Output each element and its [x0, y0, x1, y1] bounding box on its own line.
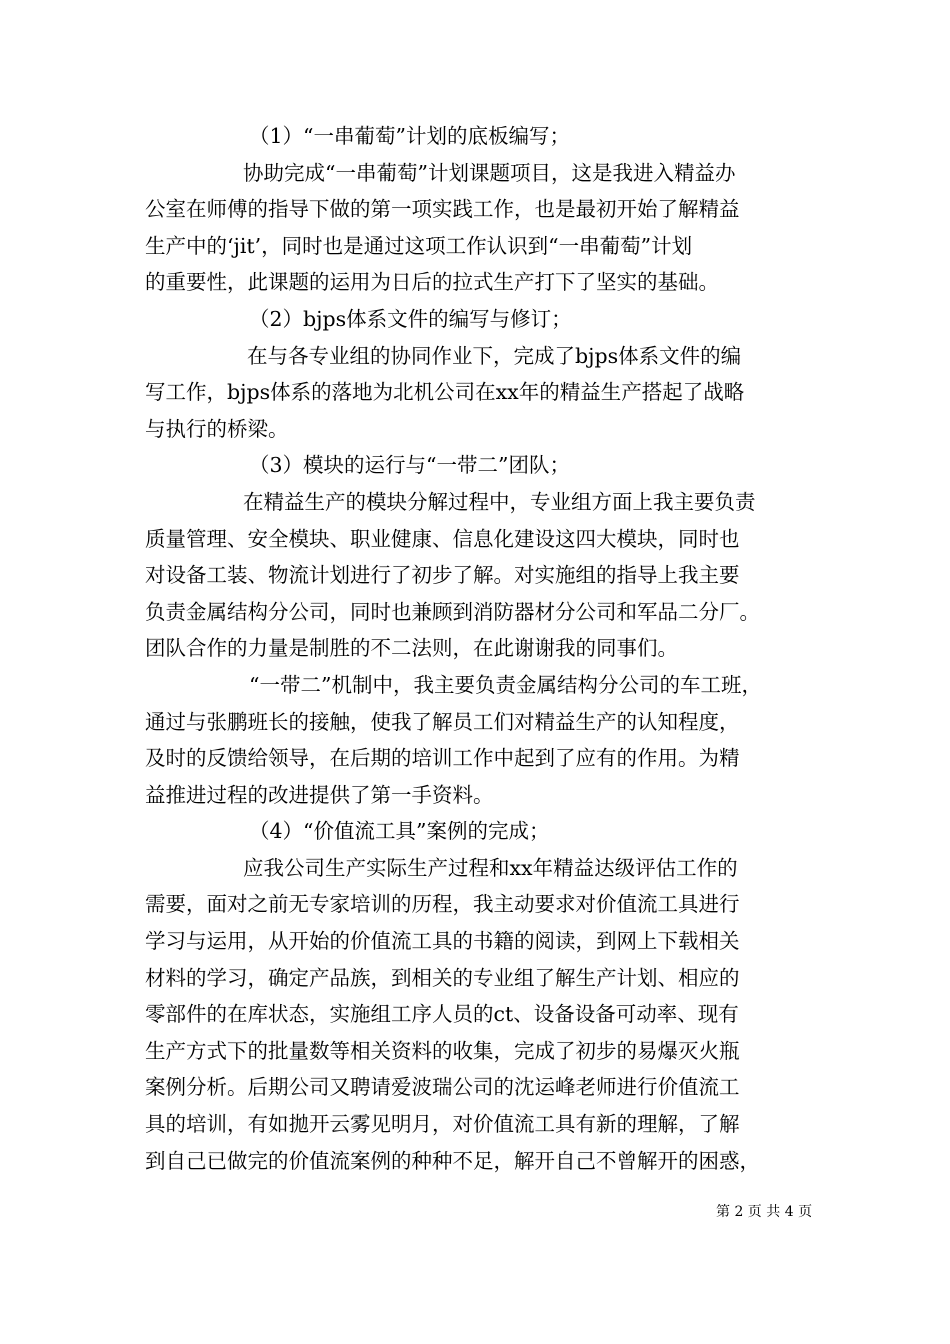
- paragraph-line: 案例分析。后期公司又聘请爱波瑞公司的沈运峰老师进行价值流工: [145, 1075, 740, 1100]
- paragraph-line: 写工作，bjps体系的落地为北机公司在xx年的精益生产搭起了战略: [145, 380, 745, 405]
- paragraph-line: 在与各专业组的协同作业下，完成了bjps体系文件的编: [247, 343, 742, 368]
- paragraph-line: 与执行的桥梁。: [145, 416, 289, 441]
- paragraph-line: 及时的反馈给领导，在后期的培训工作中起到了应有的作用。为精: [145, 746, 740, 771]
- paragraph-line: 在精益生产的模块分解过程中，专业组方面上我主要负责: [243, 489, 756, 514]
- heading-4: （4）“价值流工具”案例的完成；: [249, 819, 550, 844]
- paragraph-line: 负责金属结构分公司，同时也兼顾到消防器材分公司和军品二分厂。: [145, 599, 760, 624]
- heading-2: （2）bjps体系文件的编写与修订；: [249, 306, 572, 331]
- paragraph-line: 生产中的‘jit’，同时也是通过这项工作认识到“一串葡萄”计划: [145, 233, 693, 258]
- paragraph-line: 应我公司生产实际生产过程和xx年精益达级评估工作的: [243, 855, 738, 880]
- paragraph-line: 对设备工装、物流计划进行了初步了解。对实施组的指导上我主要: [145, 563, 740, 588]
- paragraph-line: 的重要性，此课题的运用为日后的拉式生产打下了坚实的基础。: [145, 270, 719, 295]
- heading-3: （3）模块的运行与“一带二”团队；: [249, 453, 571, 478]
- paragraph-line: 需要，面对之前无专家培训的历程，我主动要求对价值流工具进行: [145, 892, 740, 917]
- paragraph-line: 材料的学习，确定产品族，到相关的专业组了解生产计划、相应的: [145, 965, 740, 990]
- paragraph-line: 到自己已做完的价值流案例的种种不足，解开自己不曾解开的困惑，: [145, 1148, 760, 1173]
- heading-1: （1）“一串葡萄”计划的底板编写；: [249, 124, 571, 148]
- paragraph-line: 团队合作的力量是制胜的不二法则，在此谢谢我的同事们。: [145, 636, 678, 661]
- paragraph-line: 质量管理、安全模块、职业健康、信息化建设这四大模块，同时也: [145, 526, 740, 551]
- paragraph-line: “一带二”机制中，我主要负责金属结构分公司的车工班，: [249, 672, 762, 697]
- paragraph-line: 零部件的在库状态，实施组工序人员的ct、设备设备可动率、现有: [145, 1002, 739, 1027]
- document-body: [145, 118, 810, 1179]
- paragraph-line: 益推进过程的改进提供了第一手资料。: [145, 782, 494, 807]
- page-number-footer: 第 2 页 共 4 页: [716, 1204, 813, 1220]
- paragraph-line: 协助完成“一串葡萄”计划课题项目，这是我进入精益办: [243, 160, 736, 185]
- paragraph-line: 学习与运用，从开始的价值流工具的书籍的阅读，到网上下载相关: [145, 929, 740, 954]
- paragraph-line: 具的培训，有如拋开云雾见明月，对价值流工具有新的理解，了解: [145, 1112, 740, 1137]
- paragraph-line: 生产方式下的批量数等相关资料的收集，完成了初步的易爆灭火瓶: [145, 1038, 740, 1063]
- paragraph-line: 通过与张鹏班长的接触，使我了解员工们对精益生产的认知程度，: [145, 709, 740, 734]
- paragraph-line: 公室在师傅的指导下做的第一项实践工作，也是最初开始了解精益: [145, 197, 740, 222]
